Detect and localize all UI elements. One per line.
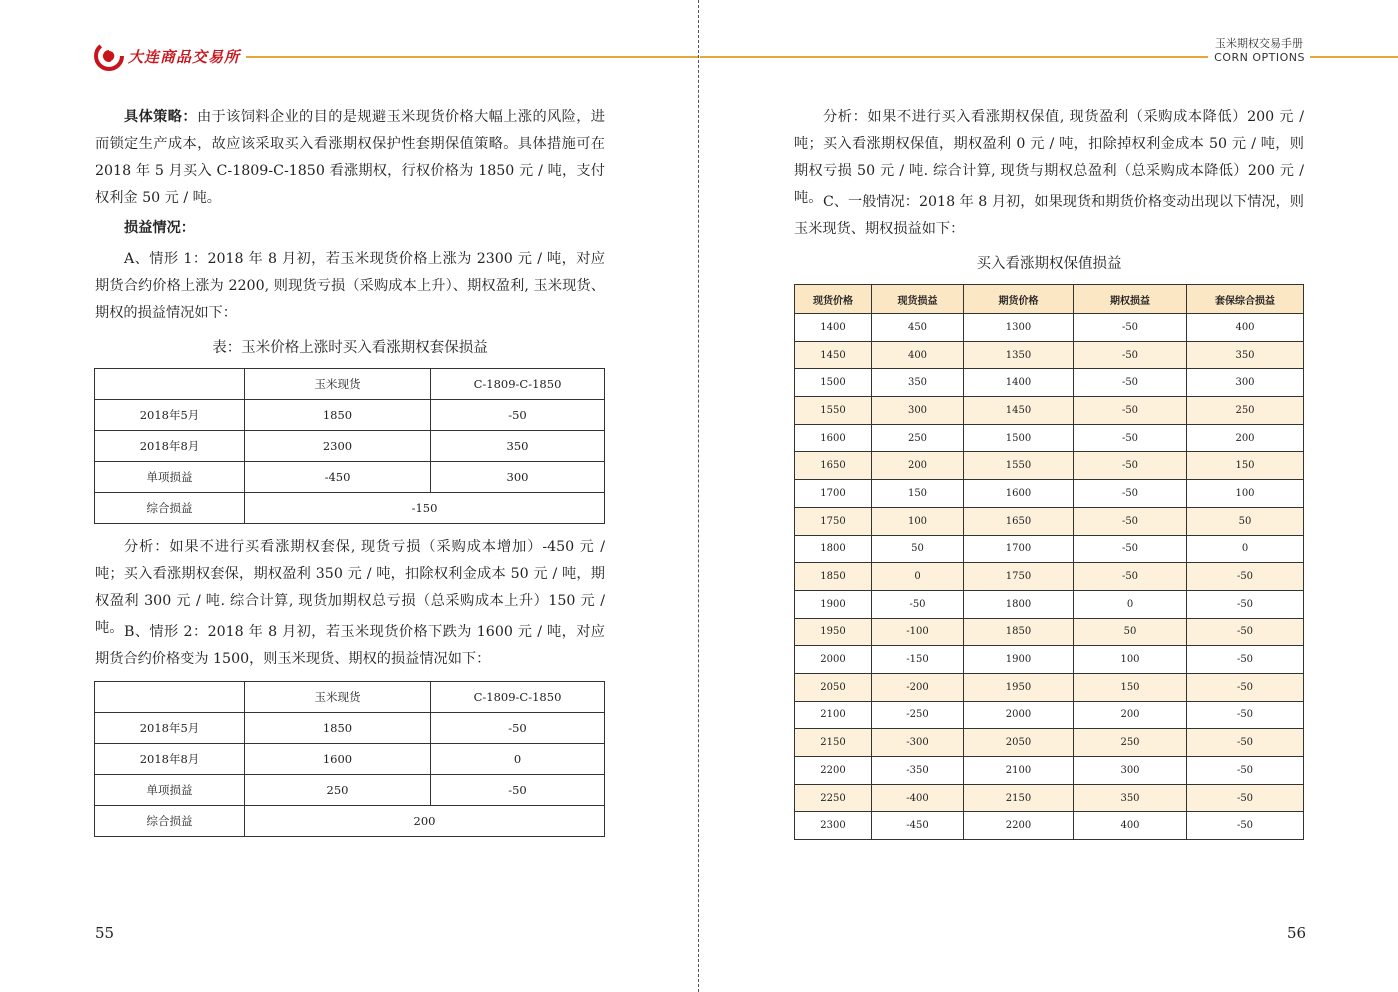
header-rule (246, 56, 698, 58)
table-cell: 2018年8月 (95, 431, 245, 462)
table-cell: 2050 (795, 673, 872, 701)
table-cell: -50 (431, 400, 605, 431)
table-cell: 1500 (964, 424, 1074, 452)
logo-text: 大连商品交易所 (128, 47, 241, 66)
table-row (795, 507, 1304, 535)
table-row (795, 369, 1304, 397)
table-cell: -50 (872, 590, 964, 618)
table-cell: 50 (872, 535, 964, 563)
table-cell: -50 (431, 775, 605, 806)
table-cell: 300 (431, 462, 605, 493)
table-cell: 300 (1187, 369, 1304, 397)
table-cell: 2150 (795, 729, 872, 757)
table-cell: 1600 (245, 744, 431, 775)
table-row (95, 400, 605, 431)
table-cell: -50 (1074, 563, 1187, 591)
table-cell: 综合损益 (95, 806, 245, 837)
table-row (795, 314, 1304, 342)
table-cell: 2200 (964, 812, 1074, 840)
table-row (95, 744, 605, 775)
table-cell: 1450 (964, 397, 1074, 425)
table-cell: 250 (245, 775, 431, 806)
table-cell: 1500 (795, 369, 872, 397)
table-cell: 350 (1074, 784, 1187, 812)
table-cell: 1800 (795, 535, 872, 563)
table-header-cell: 现货损益 (872, 285, 964, 314)
table-row (95, 775, 605, 806)
profit-heading (124, 215, 604, 242)
strategy-paragraph (95, 104, 605, 212)
table-cell: 2000 (795, 646, 872, 674)
exchange-logo (94, 40, 240, 72)
table-cell: -50 (1187, 784, 1304, 812)
table-cell: -50 (1074, 369, 1187, 397)
table-cell: 350 (872, 369, 964, 397)
table-cell: 1950 (795, 618, 872, 646)
table-cell: 150 (872, 480, 964, 508)
table-row (795, 757, 1304, 785)
table-cell: 350 (1187, 341, 1304, 369)
header-rule (1310, 56, 1398, 58)
table-header-cell: 期权损益 (1074, 285, 1187, 314)
table-cell: 1800 (964, 590, 1074, 618)
table-cell: 1750 (964, 563, 1074, 591)
table-cell: 400 (872, 341, 964, 369)
table-cell: 综合损益 (95, 493, 245, 524)
table-cell: -50 (1187, 812, 1304, 840)
table-cell: -50 (1187, 701, 1304, 729)
table-cell: 1850 (245, 713, 431, 744)
table3 (794, 284, 1304, 840)
table-cell: 250 (872, 424, 964, 452)
table-cell: -450 (245, 462, 431, 493)
table-cell: 1400 (964, 369, 1074, 397)
table-header-cell: 套保综合损益 (1187, 285, 1304, 314)
strategy-text: 由于该饲料企业的目的是规避玉米现货价格大幅上涨的风险，进而锁定生产成本，故应该采取买入看涨期权保护性套期保值策略。具体措施可在 2018 年 5 月买入 C-1809-C-1850 看涨期权，行权价格为 1850 元 / 吨，支付权利金 50 元 / 吨。 (95, 109, 605, 206)
table-row (795, 480, 1304, 508)
table-cell: 1700 (795, 480, 872, 508)
table-cell: 1550 (795, 397, 872, 425)
table-cell: -50 (1187, 646, 1304, 674)
case-c-paragraph: C、一般情况：2018 年 8 月初，如果现货和期货价格变动出现以下情况，则玉米现货、期权损益如下： (794, 194, 1304, 237)
table-header-cell: 玉米现货 (245, 369, 431, 400)
header-rule (700, 56, 1208, 58)
right-page (700, 0, 1398, 992)
table-cell: 2300 (795, 812, 872, 840)
table-cell: 2250 (795, 784, 872, 812)
table-row (795, 563, 1304, 591)
table-cell: 200 (1187, 424, 1304, 452)
table-cell: 150 (1187, 452, 1304, 480)
table-cell: 50 (1187, 507, 1304, 535)
table-cell: 单项损益 (95, 775, 245, 806)
table-cell: 300 (872, 397, 964, 425)
table-cell: 2150 (964, 784, 1074, 812)
table3-caption: 买入看涨期权保值损益 (976, 256, 1122, 272)
table-cell: -50 (1187, 563, 1304, 591)
table-row (795, 535, 1304, 563)
table-total-value: 200 (245, 806, 605, 837)
table-cell: -400 (872, 784, 964, 812)
page-gutter-divider (698, 0, 699, 992)
table-cell: -50 (1074, 452, 1187, 480)
table-cell: 200 (872, 452, 964, 480)
table-cell: 1300 (964, 314, 1074, 342)
table-cell: -350 (872, 757, 964, 785)
table-cell: 100 (872, 507, 964, 535)
table-cell: 450 (872, 314, 964, 342)
table-header-cell (95, 682, 245, 713)
table-cell: 1900 (795, 590, 872, 618)
table1-caption: 表：玉米价格上涨时买入看涨期权套保损益 (212, 340, 488, 356)
manual-title: 玉米期权交易手册 (1215, 37, 1303, 50)
table-cell: 1600 (964, 480, 1074, 508)
table-row (795, 590, 1304, 618)
table-cell: 2300 (245, 431, 431, 462)
table-row (795, 646, 1304, 674)
table-cell: -50 (1074, 507, 1187, 535)
table2-header-row (95, 682, 605, 713)
table-cell: -50 (1074, 341, 1187, 369)
table1-header-row (95, 369, 605, 400)
table-total-row (95, 493, 605, 524)
manual-subtitle: CORN OPTIONS (1214, 51, 1305, 64)
table-cell: 1650 (964, 507, 1074, 535)
case-b-paragraph: B、情形 2：2018 年 8 月初，若玉米现货价格下跌为 1600 元 / 吨，对应期货合约价格变为 1500，则玉米现货、期权的损益情况如下： (95, 624, 605, 667)
dce-logo-icon (94, 41, 124, 71)
table-cell: 1750 (795, 507, 872, 535)
strategy-label: 具体策略： (124, 109, 197, 125)
table-cell: 1950 (964, 673, 1074, 701)
table-cell: -50 (1187, 618, 1304, 646)
table-cell: 2100 (964, 757, 1074, 785)
table-cell: 0 (872, 563, 964, 591)
table2 (94, 681, 605, 837)
table-cell: -450 (872, 812, 964, 840)
table-cell: -50 (1074, 535, 1187, 563)
table-total-value: -150 (245, 493, 605, 524)
table-cell: 1450 (795, 341, 872, 369)
table-header-cell (95, 369, 245, 400)
table-cell: 0 (1187, 535, 1304, 563)
table-cell: -50 (431, 713, 605, 744)
table-row (795, 397, 1304, 425)
table-header-cell: 玉米现货 (245, 682, 431, 713)
table-cell: 1850 (245, 400, 431, 431)
table-cell: 2018年5月 (95, 400, 245, 431)
table3-header-row (795, 285, 1304, 314)
analysis-b-paragraph: 分析：如果不进行买入看涨期权保值, 现货盈利（采购成本降低）200 元 / 吨；买入看涨期权保值，期权盈利 0 元 / 吨，扣除掉权利金成本 50 元 / 吨，则期权亏损 50 元 / 吨. 综合计算, 现货与期权总盈利（总采购成本降低）200 元 / 吨。 (794, 109, 1304, 206)
table-cell: -50 (1074, 397, 1187, 425)
table-row (95, 431, 605, 462)
table-cell: 350 (431, 431, 605, 462)
table-cell: 2050 (964, 729, 1074, 757)
table-cell: -50 (1187, 590, 1304, 618)
table-cell: 250 (1074, 729, 1187, 757)
table-row (795, 701, 1304, 729)
table-cell: -50 (1074, 424, 1187, 452)
table-cell: 1850 (795, 563, 872, 591)
table-row (795, 784, 1304, 812)
table-cell: -200 (872, 673, 964, 701)
table-row (795, 618, 1304, 646)
table3-body (795, 314, 1304, 840)
table-cell: -50 (1187, 757, 1304, 785)
table-header-cell: 期货价格 (964, 285, 1074, 314)
table-total-row (95, 806, 605, 837)
table-row (95, 462, 605, 493)
page-number-left: 55 (95, 924, 115, 942)
table-cell: -300 (872, 729, 964, 757)
table-row (795, 729, 1304, 757)
left-page (0, 0, 698, 992)
table-cell: 250 (1187, 397, 1304, 425)
table-cell: 100 (1074, 646, 1187, 674)
table-cell: 单项损益 (95, 462, 245, 493)
table-cell: 2018年8月 (95, 744, 245, 775)
table-row (795, 341, 1304, 369)
case-a-paragraph: A、情形 1：2018 年 8 月初，若玉米现货价格上涨为 2300 元 / 吨，对应期货合约价格上涨为 2200, 则现货亏损（采购成本上升）、期权盈利, 玉米现货、期权的损益情况如下： (95, 251, 605, 321)
table-cell: 1400 (795, 314, 872, 342)
table-cell: 1850 (964, 618, 1074, 646)
table-cell: 2000 (964, 701, 1074, 729)
table-cell: 300 (1074, 757, 1187, 785)
table-cell: 50 (1074, 618, 1187, 646)
table-cell: -150 (872, 646, 964, 674)
table-cell: -50 (1187, 673, 1304, 701)
table-header-cell: C-1809-C-1850 (431, 369, 605, 400)
table1 (94, 368, 605, 524)
table-cell: 1700 (964, 535, 1074, 563)
table-cell: 400 (1187, 314, 1304, 342)
table-cell: 1900 (964, 646, 1074, 674)
table-row (795, 424, 1304, 452)
table-cell: 400 (1074, 812, 1187, 840)
table-cell: 1350 (964, 341, 1074, 369)
table-row (795, 452, 1304, 480)
table-row (95, 713, 605, 744)
table-cell: -250 (872, 701, 964, 729)
profit-label: 损益情况： (124, 220, 195, 236)
table-header-cell: C-1809-C-1850 (431, 682, 605, 713)
table-cell: 100 (1187, 480, 1304, 508)
table-cell: 2100 (795, 701, 872, 729)
table-cell: 0 (1074, 590, 1187, 618)
table-cell: 1600 (795, 424, 872, 452)
table-cell: 2200 (795, 757, 872, 785)
table-cell: -100 (872, 618, 964, 646)
table-cell: 1650 (795, 452, 872, 480)
table-row (795, 812, 1304, 840)
table-cell: -50 (1074, 314, 1187, 342)
table-header-cell: 现货价格 (795, 285, 872, 314)
table-cell: -50 (1187, 729, 1304, 757)
page-number-right: 56 (1287, 924, 1307, 942)
table-cell: 0 (431, 744, 605, 775)
table-row (795, 673, 1304, 701)
table-cell: 2018年5月 (95, 713, 245, 744)
analysis-a-paragraph: 分析：如果不进行买看涨期权套保, 现货亏损（采购成本增加）-450 元 / 吨；买入看涨期权套保，期权盈利 350 元 / 吨，扣除权利金成本 50 元 / 吨，期权盈利 300 元 / 吨. 综合计算, 现货加期权总亏损（总采购成本上升）150 元 / 吨。 (95, 539, 605, 636)
table-cell: 150 (1074, 673, 1187, 701)
table-cell: 200 (1074, 701, 1187, 729)
table-cell: 1550 (964, 452, 1074, 480)
table-cell: -50 (1074, 480, 1187, 508)
